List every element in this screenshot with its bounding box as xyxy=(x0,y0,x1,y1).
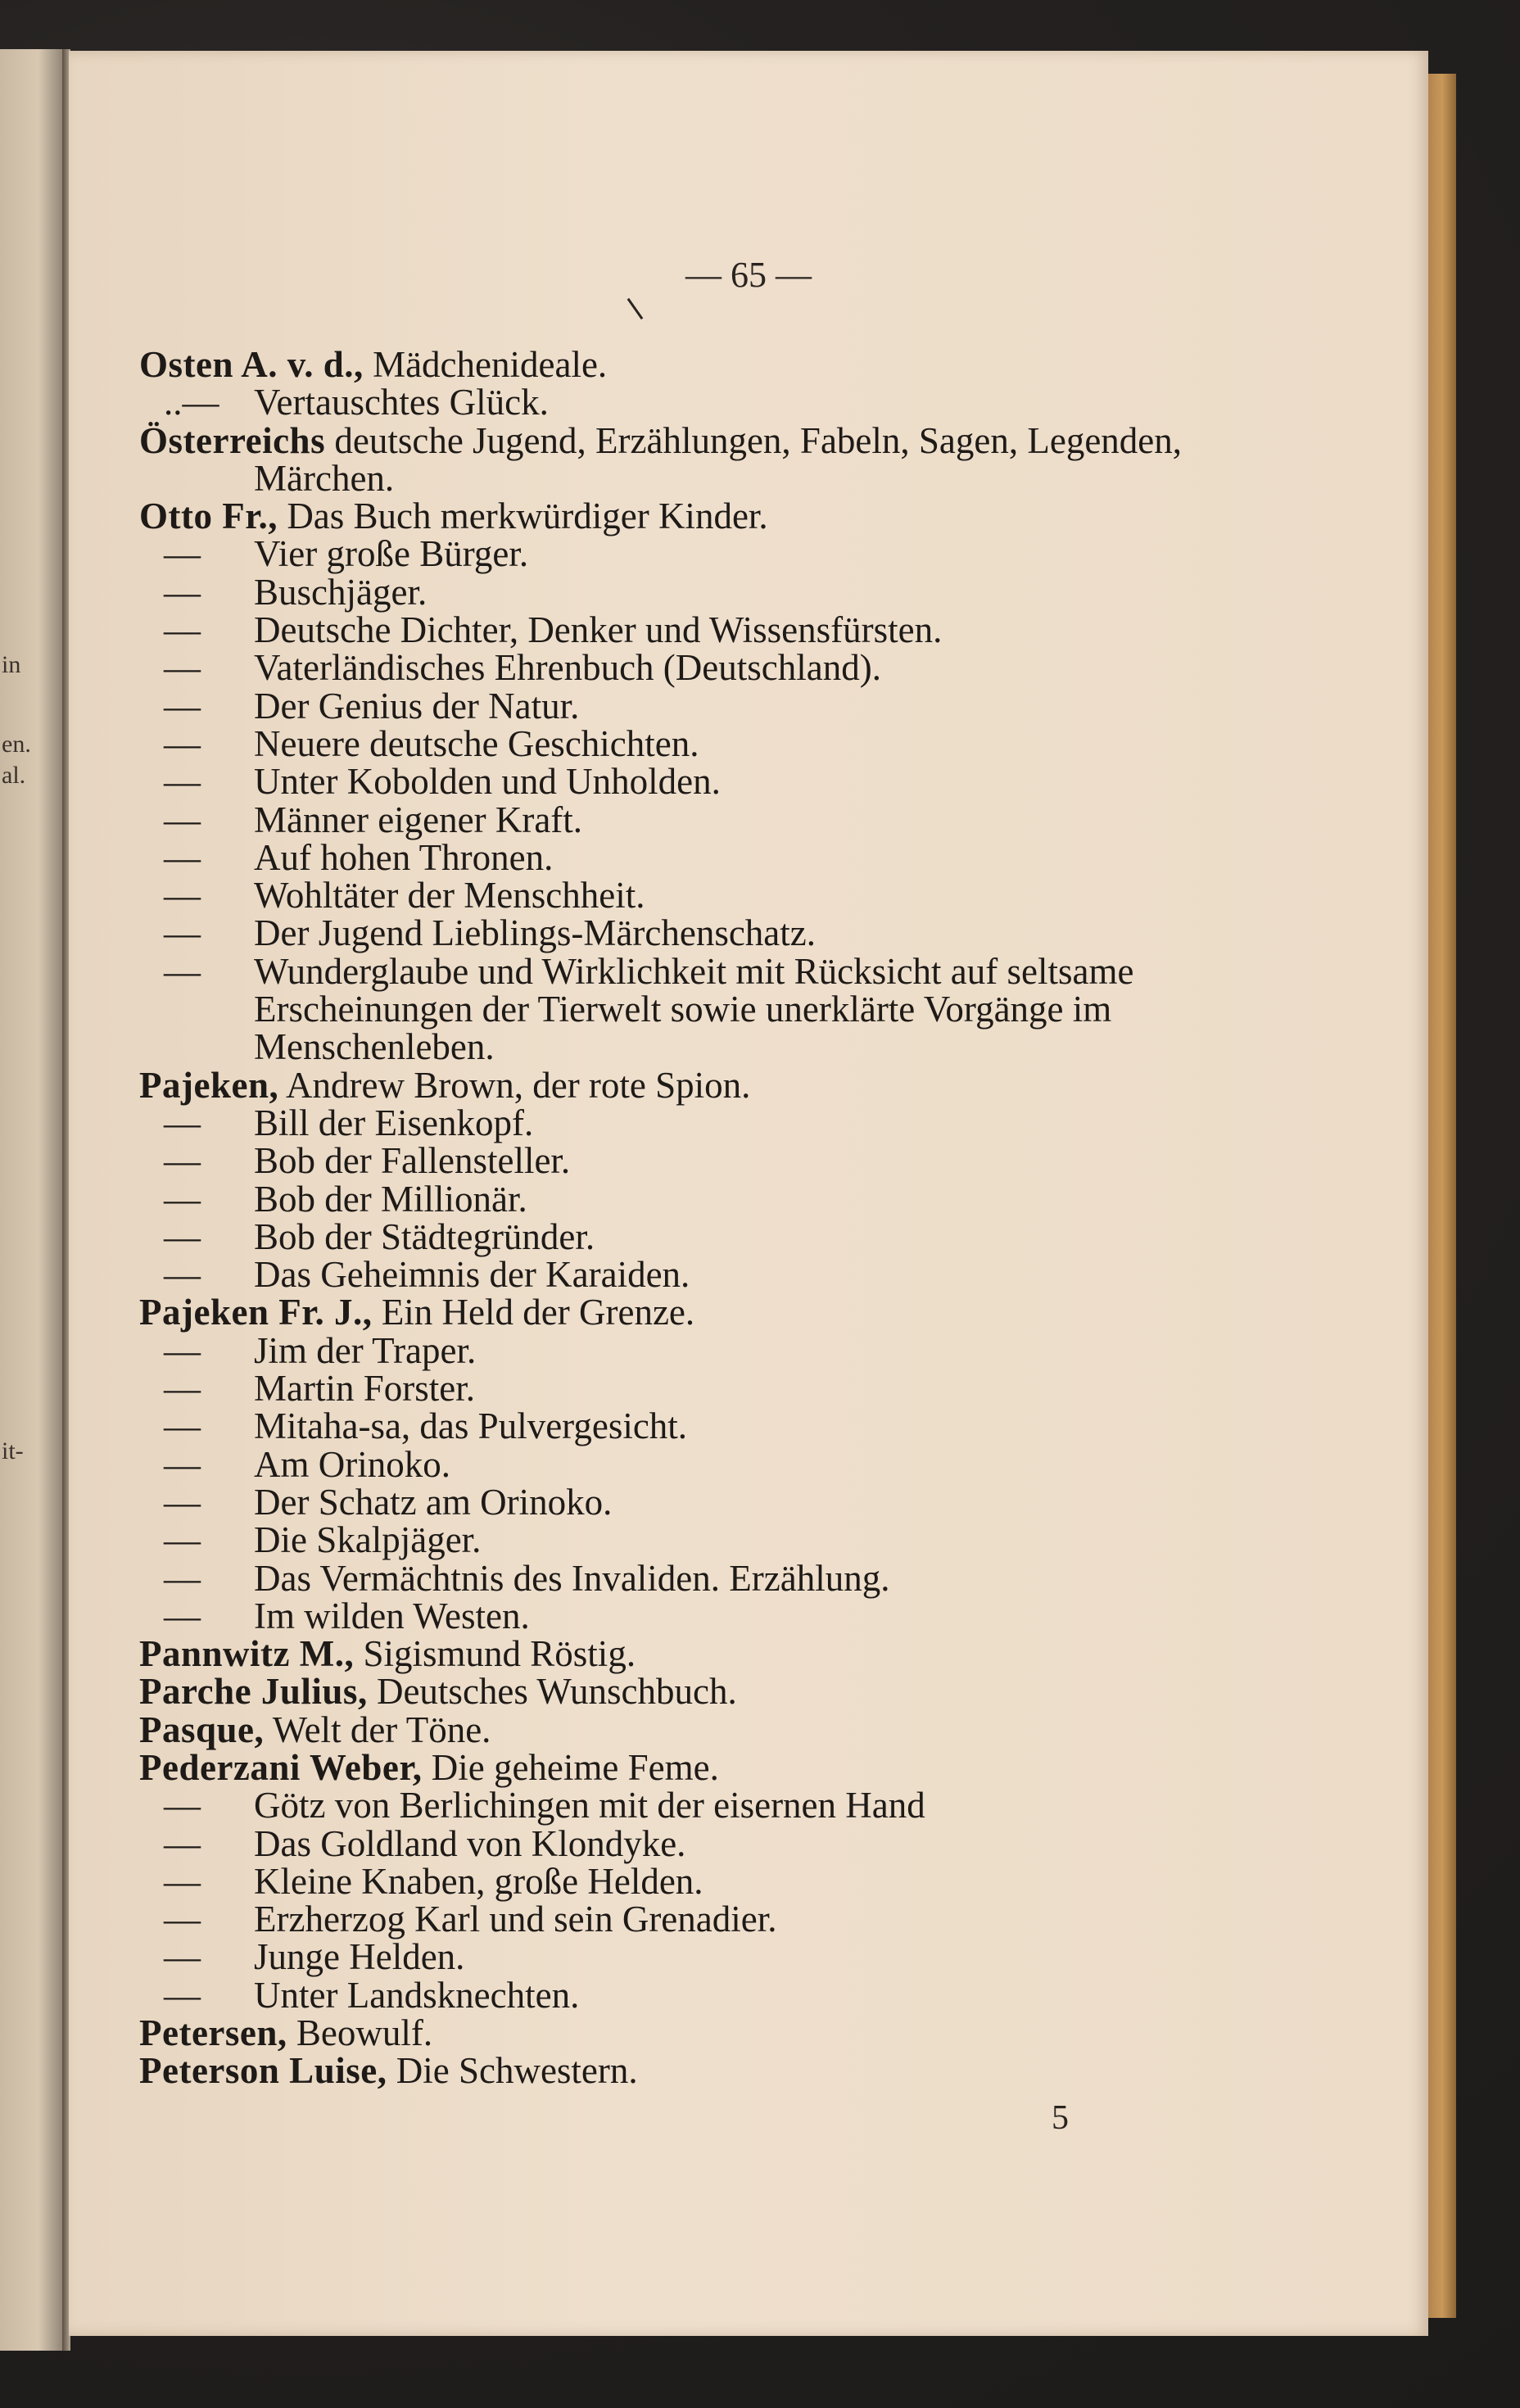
ditto-dash: — xyxy=(164,1329,201,1371)
author-name: Pajeken Fr. J., xyxy=(139,1292,373,1333)
ditto-dash: — xyxy=(164,1974,201,2016)
book-title: Wunderglaube und Wirklichkeit mit Rücksicht auf seltsame Erscheinungen der Tierwelt sowie unerklärte Vorgänge im Menschenleben. xyxy=(254,950,1134,1068)
book-title: Sigismund Röstig. xyxy=(363,1633,636,1675)
ditto-dash: — xyxy=(164,722,201,764)
author-entry xyxy=(139,1671,1302,1713)
ditto-dash: — xyxy=(164,1822,201,1864)
book-title: Welt der Töne. xyxy=(272,1709,491,1750)
author-entry xyxy=(139,419,1302,499)
book-title: Erzherzog Karl und sein Grenadier. xyxy=(254,1899,777,1940)
author-name: Petersen, xyxy=(139,2012,287,2054)
author-entry xyxy=(139,1633,1302,1675)
ditto-dash: — xyxy=(164,685,201,726)
ditto-dash: — xyxy=(164,1936,201,1978)
ditto-dash: — xyxy=(164,609,201,651)
author-name: Peterson Luise, xyxy=(139,2050,387,2092)
title-entry xyxy=(139,761,1302,803)
ditto-dash: — xyxy=(164,1899,201,1940)
book-title: Andrew Brown, der rote Spion. xyxy=(286,1064,751,1106)
ditto-dash: — xyxy=(164,1405,201,1447)
author-name: Pederzani Weber, xyxy=(139,1746,423,1788)
title-entry xyxy=(139,836,1302,878)
pencil-mark xyxy=(627,298,644,319)
book-title: Bob der Städtegründer. xyxy=(254,1215,595,1257)
author-entry xyxy=(139,497,1302,535)
ditto-dash: — xyxy=(164,912,201,954)
ditto-dash: — xyxy=(164,799,201,840)
author-name: Pasque, xyxy=(139,1709,265,1750)
book-title: Das Goldland von Klondyke. xyxy=(254,1822,686,1864)
book-title: Der Schatz am Orinoko. xyxy=(254,1481,613,1523)
title-entry xyxy=(139,1860,1302,1902)
signature-mark: 5 xyxy=(1052,2099,1069,2137)
ditto-dash: ..— xyxy=(164,382,219,423)
book-title: Neuere deutsche Geschichten. xyxy=(254,722,699,764)
author-entry xyxy=(139,346,1302,383)
left-page-fragment: it- xyxy=(2,1437,24,1464)
ditto-dash: — xyxy=(164,1102,201,1143)
book-title: Das Geheimnis der Karaiden. xyxy=(254,1254,690,1296)
title-entry xyxy=(139,1976,1302,2014)
title-entry xyxy=(139,1368,1302,1410)
book-title: Götz von Berlichingen mit der eisernen Hand xyxy=(254,1785,925,1826)
title-entry xyxy=(139,1104,1302,1142)
author-name: Otto Fr., xyxy=(139,496,278,537)
author-entry xyxy=(139,1293,1302,1331)
title-entry xyxy=(139,611,1302,649)
book-title: Der Jugend Lieblings-Märchenschatz. xyxy=(254,912,817,954)
entry-list xyxy=(139,346,1302,2090)
page-block-edge xyxy=(1428,74,1456,2318)
book-title: Junge Helden. xyxy=(254,1936,465,1978)
author-entry xyxy=(139,2050,1302,2092)
author-name: Pajeken, xyxy=(139,1064,279,1106)
book-title: Deutsche Dichter, Denker und Wissensfürsten. xyxy=(254,609,943,651)
book-title: Die Schwestern. xyxy=(396,2050,638,2092)
book-title: Buschjäger. xyxy=(254,571,428,613)
book-title: Am Orinoko. xyxy=(254,1443,450,1485)
author-entry xyxy=(139,2014,1302,2052)
book-title: Unter Kobolden und Unholden. xyxy=(254,761,721,803)
title-entry xyxy=(139,1215,1302,1257)
ditto-dash: — xyxy=(164,1178,201,1220)
book-title: Im wilden Westen. xyxy=(254,1595,530,1636)
title-entry xyxy=(139,1140,1302,1182)
author-entry xyxy=(139,1711,1302,1749)
ditto-dash: — xyxy=(164,1140,201,1182)
book-title: Die geheime Feme. xyxy=(431,1746,719,1788)
book-title: Wohltäter der Menschheit. xyxy=(254,875,645,917)
title-entry xyxy=(139,647,1302,689)
ditto-dash: — xyxy=(164,1595,201,1636)
book-title: Das Buch merkwürdiger Kinder. xyxy=(287,496,768,537)
book-title: Die Skalpjäger. xyxy=(254,1519,482,1561)
author-name: Parche Julius, xyxy=(139,1671,368,1713)
ditto-dash: — xyxy=(164,1443,201,1485)
book-title: Das Vermächtnis des Invaliden. Erzählung. xyxy=(254,1557,890,1599)
title-entry xyxy=(139,1597,1302,1635)
title-entry xyxy=(139,1521,1302,1559)
title-entry xyxy=(139,1900,1302,1938)
title-entry xyxy=(139,573,1302,611)
author-name: Österreichs xyxy=(139,419,326,461)
ditto-dash: — xyxy=(164,1860,201,1902)
ditto-dash: — xyxy=(164,1785,201,1826)
ditto-dash: — xyxy=(164,533,201,575)
title-entry xyxy=(139,1822,1302,1864)
book-title: Unter Landsknechten. xyxy=(254,1974,580,2016)
book-title: Ein Held der Grenze. xyxy=(381,1292,695,1333)
left-page-edge xyxy=(0,49,64,2351)
book-title: Mitaha-sa, das Pulvergesicht. xyxy=(254,1405,688,1447)
title-entry xyxy=(139,914,1302,952)
page-number: — 65 — xyxy=(685,255,812,295)
author-entry xyxy=(139,1066,1302,1104)
ditto-dash: — xyxy=(164,1481,201,1523)
book-title: Beowulf. xyxy=(296,2012,433,2054)
author-entry xyxy=(139,1746,1302,1788)
book-title: Männer eigener Kraft. xyxy=(254,799,583,840)
book-page xyxy=(69,51,1428,2336)
title-entry xyxy=(139,1483,1302,1521)
title-entry xyxy=(139,875,1302,917)
left-page-fragment: en. xyxy=(2,731,31,758)
title-entry xyxy=(139,1559,1302,1597)
book-title: Jim der Traper. xyxy=(254,1329,477,1371)
book-title: Deutsches Wunschbuch. xyxy=(376,1671,737,1713)
left-page-fragment: in xyxy=(2,651,21,678)
book-title: Kleine Knaben, große Helden. xyxy=(254,1860,703,1902)
ditto-dash: — xyxy=(164,571,201,613)
book-title: Bill der Eisenkopf. xyxy=(254,1102,534,1143)
ditto-dash: — xyxy=(164,761,201,803)
book-title: deutsche Jugend, Erzählungen, Fabeln, Sagen, Legenden, Märchen. xyxy=(254,419,1183,499)
title-entry xyxy=(139,383,1302,421)
title-entry xyxy=(139,535,1302,573)
book-title: Der Genius der Natur. xyxy=(254,685,580,726)
book-title: Bob der Millionär. xyxy=(254,1178,527,1220)
left-page-fragment: al. xyxy=(2,762,26,789)
ditto-dash: — xyxy=(164,1254,201,1296)
title-entry xyxy=(139,1329,1302,1371)
book-title: Vertauschtes Glück. xyxy=(254,382,549,423)
ditto-dash: — xyxy=(164,647,201,689)
author-name: Osten A. v. d., xyxy=(139,344,364,385)
title-entry xyxy=(139,1180,1302,1218)
title-entry xyxy=(139,1407,1302,1445)
title-entry xyxy=(139,722,1302,764)
book-title: Bob der Fallensteller. xyxy=(254,1140,571,1182)
ditto-dash: — xyxy=(164,1519,201,1561)
book-title: Auf hohen Thronen. xyxy=(254,836,554,878)
ditto-dash: — xyxy=(164,1215,201,1257)
book-title: Mädchenideale. xyxy=(373,344,608,385)
ditto-dash: — xyxy=(164,836,201,878)
book-title: Vier große Bürger. xyxy=(254,533,529,575)
author-name: Pannwitz M., xyxy=(139,1633,355,1675)
ditto-dash: — xyxy=(164,950,201,992)
ditto-dash: — xyxy=(164,1368,201,1410)
book-title: Vaterländisches Ehrenbuch (Deutschland). xyxy=(254,647,881,689)
title-entry xyxy=(139,1443,1302,1485)
title-entry xyxy=(139,1254,1302,1296)
title-entry xyxy=(139,1938,1302,1976)
title-entry xyxy=(139,801,1302,839)
ditto-dash: — xyxy=(164,1557,201,1599)
ditto-dash: — xyxy=(164,875,201,917)
title-entry xyxy=(139,1786,1302,1824)
book-title: Martin Forster. xyxy=(254,1368,475,1410)
title-entry xyxy=(139,950,1302,1068)
title-entry xyxy=(139,687,1302,725)
